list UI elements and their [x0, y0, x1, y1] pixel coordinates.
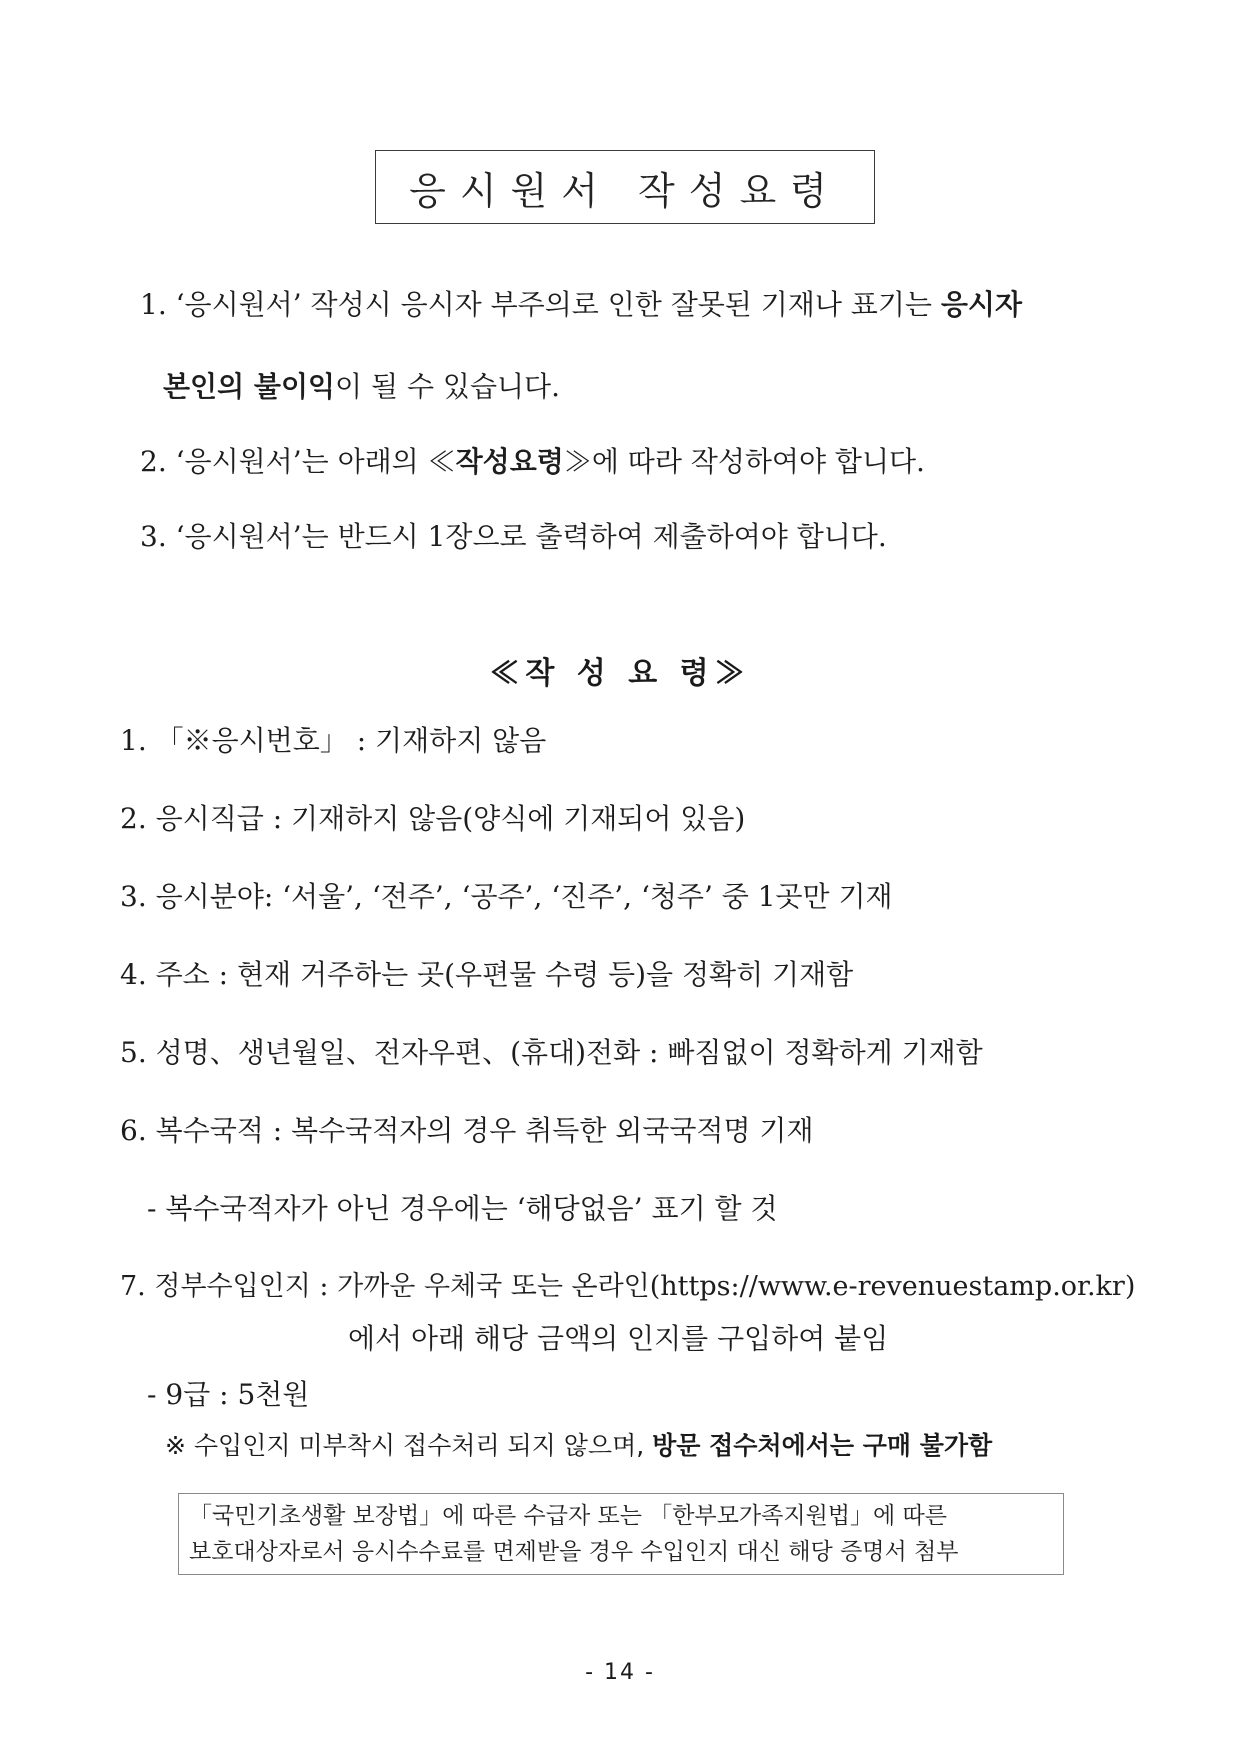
intro-line-2 — [140, 444, 925, 480]
item-text: 성명、생년월일、전자우편、(휴대)전화 : 빠짐없이 정확하게 기재함 — [155, 1036, 983, 1069]
intro-text: ‘응시원서’는 아래의 ≪ — [175, 445, 456, 478]
instruction-item-6 — [120, 1113, 814, 1149]
exemption-line: 보호대상자로서 응시수수료를 면제받을 경우 수입인지 대신 해당 증명서 첨부 — [189, 1539, 959, 1565]
intro-number: 3. — [140, 520, 167, 553]
item-number: 1. — [120, 724, 147, 757]
intro-text: ‘응시원서’는 반드시 1장으로 출력하여 제출하여야 합니다. — [175, 520, 887, 553]
instruction-item-3 — [120, 879, 893, 915]
item-text: 「※응시번호」 : 기재하지 않음 — [155, 724, 547, 757]
intro-text: ≫에 따라 작성하여야 합니다. — [563, 445, 925, 478]
intro-line-3 — [140, 519, 887, 555]
intro-text: ‘응시원서’ 작성시 응시자 부주의로 인한 잘못된 기재나 표기는 — [175, 288, 941, 321]
item-number: 3. — [120, 880, 147, 913]
instruction-item-6-subnote — [147, 1191, 778, 1227]
instruction-item-4 — [120, 957, 853, 993]
fee-exemption-box — [178, 1493, 1064, 1575]
instruction-item-1 — [120, 723, 546, 759]
intro-number: 2. — [140, 445, 167, 478]
item-text: 응시직급 : 기재하지 않음(양식에 기재되어 있음) — [155, 802, 746, 835]
page-number: - 14 - — [585, 1660, 655, 1685]
item-text: 응시분야: ‘서울’, ‘전주’, ‘공주’, ‘진주’, ‘청주’ 중 1곳만 기재 — [155, 880, 893, 913]
item-number: 4. — [120, 958, 147, 991]
stamp-note-text: ※ 수입인지 미부착시 접수처리 되지 않으며, — [165, 1431, 653, 1460]
exemption-line: 「국민기초생활 보장법」에 따른 수급자 또는 「한부모가족지원법」에 따른 — [189, 1503, 947, 1529]
intro-emphasis: 본인의 불이익 — [163, 370, 336, 403]
title-box — [375, 150, 875, 224]
instruction-item-5 — [120, 1035, 983, 1071]
intro-emphasis: 응시자 — [940, 288, 1022, 321]
instruction-item-7 — [120, 1269, 1135, 1305]
page-title: 응시원서 작성요령 — [409, 168, 841, 213]
item-text: - 복수국적자가 아닌 경우에는 ‘해당없음’ 표기 할 것 — [147, 1192, 778, 1225]
stamp-note-emphasis: 방문 접수처에서는 구매 불가함 — [652, 1431, 993, 1460]
item-number: 6. — [120, 1114, 147, 1147]
item-text: 복수국적 : 복수국적자의 경우 취득한 외국국적명 기재 — [155, 1114, 814, 1147]
item-number: 2. — [120, 802, 147, 835]
item-text: 주소 : 현재 거주하는 곳(우편물 수령 등)을 정확히 기재함 — [155, 958, 854, 991]
intro-text: 이 될 수 있습니다. — [335, 370, 560, 403]
stamp-note — [165, 1430, 992, 1462]
section-heading: ≪작 성 요 령≫ — [489, 656, 751, 691]
intro-number: 1. — [140, 288, 167, 321]
intro-line-1 — [140, 287, 1022, 323]
instruction-item-7-continued — [348, 1321, 888, 1357]
item-number: 7. — [120, 1271, 146, 1302]
intro-line-1-continued — [163, 369, 560, 405]
intro-emphasis: 작성요령 — [455, 445, 564, 478]
fee-line: - 9급 : 5천원 — [147, 1378, 310, 1411]
item-text: 에서 아래 해당 금액의 인지를 구입하여 붙임 — [348, 1322, 889, 1355]
instruction-item-2 — [120, 801, 745, 837]
item-number: 5. — [120, 1036, 147, 1069]
item-text: 정부수입인지 : 가까운 우체국 또는 온라인(https://www.e-revenuestamp.or.kr) — [154, 1271, 1136, 1302]
